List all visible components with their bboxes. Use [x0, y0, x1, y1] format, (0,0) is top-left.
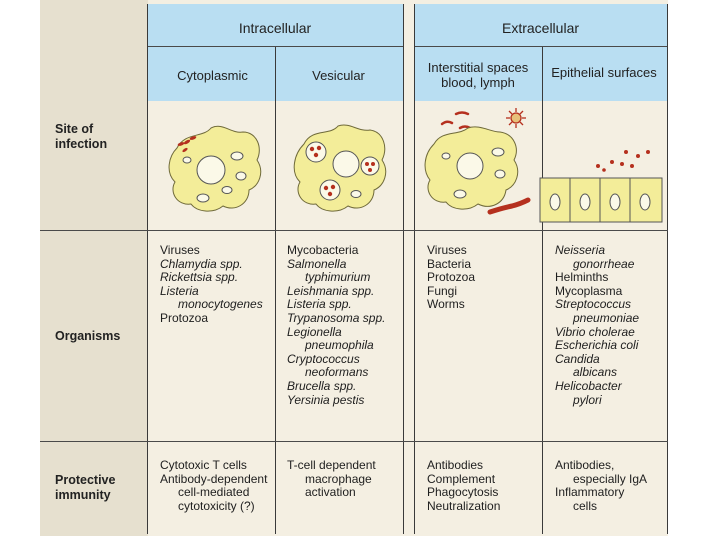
virus-particle-icon	[506, 108, 526, 128]
vacuole-shape	[492, 148, 504, 156]
organism-item: Leishmania spp.	[287, 283, 375, 298]
organism-item: Brucella spp.	[287, 378, 357, 393]
organism-item: Streptococcus	[555, 297, 632, 312]
row-divider-organisms	[40, 230, 668, 231]
organism-item: Mycobacteria	[287, 243, 359, 257]
vesicle-shape	[306, 142, 326, 162]
virus-spike	[509, 111, 512, 114]
epithelial-nucleus	[640, 194, 650, 210]
organism-item: albicans	[573, 365, 618, 380]
organism-item: pneumoniae	[573, 310, 640, 325]
organism-item: Mycoplasma	[555, 283, 623, 298]
column-divider-extra	[542, 47, 543, 534]
vesicle-shape	[361, 157, 379, 175]
organism-item: Bacteria	[427, 256, 472, 271]
vacuole-shape	[183, 157, 191, 163]
organisms-epithelial-list	[555, 244, 639, 407]
epithelial-nucleus	[580, 194, 590, 210]
nucleus-shape	[333, 151, 359, 177]
organism-item: Chlamydia spp.	[160, 256, 243, 271]
organism-item: Protozoa	[160, 310, 209, 325]
immunity-cytoplasmic-list	[160, 459, 267, 513]
bacterium-shape	[624, 150, 628, 154]
virus-spike	[520, 111, 523, 114]
row-label-protective-line2: immunity	[55, 488, 111, 502]
immunity-item: Cytotoxic T cells	[160, 458, 247, 472]
header-divider-right	[414, 46, 667, 47]
immunity-item: Antibodies	[427, 458, 484, 472]
organism-item: pylori	[573, 392, 602, 407]
epithelial-nucleus	[610, 194, 620, 210]
vacuole-shape	[442, 153, 450, 159]
immunity-item: cell-mediated	[178, 485, 250, 500]
vacuole-shape	[231, 152, 243, 160]
table-border-right	[667, 4, 668, 534]
vesicle-with-bacteria	[361, 157, 379, 175]
organism-item: gonorrheae	[573, 256, 635, 271]
column-header-cytoplasmic: Cytoplasmic	[177, 68, 248, 83]
organism-item: Worms	[427, 297, 465, 312]
organism-item: Listeria spp.	[287, 297, 352, 312]
vacuole-shape	[236, 172, 246, 180]
organism-item: Legionella	[287, 324, 342, 339]
bacterium-shape	[610, 160, 614, 164]
immunity-item: T-cell dependent	[287, 458, 376, 472]
organisms-vesicular-list	[287, 244, 386, 407]
immunity-item: macrophage	[305, 471, 372, 486]
surface-bacteria-cluster	[596, 150, 650, 172]
column-header-interstitial-line1: Interstitial spaces	[427, 60, 529, 75]
immunity-item: Antibodies,	[555, 458, 615, 472]
row-label-site-line2: infection	[55, 137, 108, 151]
bacterium-shape	[365, 162, 369, 166]
nucleus-shape	[197, 156, 225, 184]
epithelial-nucleus	[550, 194, 560, 210]
organism-item: pneumophila	[305, 338, 374, 353]
organism-item: Escherichia coli	[555, 338, 639, 353]
organism-item: typhimurium	[305, 270, 371, 285]
bacterium-shape	[596, 164, 600, 168]
immunity-item: cytotoxicity (?)	[178, 498, 255, 513]
immunity-item: Antibody-dependent	[160, 471, 268, 486]
nucleus-shape	[457, 153, 483, 179]
bacterium-shape	[602, 168, 606, 172]
row-label-protective-line1: Protective	[55, 473, 116, 487]
row-label-gutter	[40, 0, 148, 536]
epithelial-surface-illustration	[538, 148, 664, 224]
immunity-interstitial-list	[427, 459, 500, 513]
bacterium-shape	[620, 162, 624, 166]
row-label-organisms: Organisms	[55, 329, 121, 343]
table-border-middle-left	[403, 4, 404, 534]
vesicular-infected-cell-illustration	[290, 122, 390, 217]
organism-item: Helminths	[555, 270, 609, 285]
organism-item: Vibrio cholerae	[555, 324, 635, 339]
column-header-vesicular: Vesicular	[312, 68, 365, 83]
virus-capsid-shape	[511, 113, 521, 123]
bacterium-shape	[636, 154, 640, 158]
bacterium-shape	[630, 164, 634, 168]
organism-item: Rickettsia spp.	[160, 270, 239, 285]
organisms-cytoplasmic-list	[160, 244, 263, 326]
organism-item: Salmonella	[287, 256, 347, 271]
vacuole-shape	[454, 190, 466, 198]
organism-item: Viruses	[160, 243, 200, 257]
organism-item: Protozoa	[427, 270, 476, 285]
vacuole-shape	[351, 191, 361, 198]
row-label-site-of-infection	[55, 122, 107, 152]
vacuole-shape	[197, 194, 209, 202]
bacterium-shape	[328, 192, 332, 196]
bacterium-shape	[368, 168, 372, 172]
organism-item: Trypanosoma spp.	[287, 310, 386, 325]
organism-item: Viruses	[427, 243, 467, 257]
row-divider-immunity	[40, 441, 668, 442]
extracellular-title: Extracellular	[501, 20, 580, 36]
column-divider-intra	[275, 47, 276, 534]
immunity-epithelial-list	[555, 459, 647, 513]
virus-spike	[520, 122, 523, 125]
immunity-vesicular-list	[287, 459, 376, 500]
immunity-item: Phagocytosis	[427, 485, 499, 500]
bacterium-shape	[442, 122, 452, 124]
vacuole-shape	[222, 187, 232, 194]
column-header-interstitial-line2: blood, lymph	[441, 75, 515, 90]
organism-item: neoformans	[305, 365, 369, 380]
bacterium-shape	[314, 153, 318, 157]
immunity-item: activation	[305, 485, 356, 500]
organism-item: Neisseria	[555, 243, 606, 257]
organism-item: Listeria	[160, 283, 199, 298]
organism-item: Helicobacter	[555, 378, 622, 393]
bacterium-shape	[324, 186, 328, 190]
bacterium-shape	[371, 162, 375, 166]
vesicle-with-bacteria	[320, 180, 340, 200]
organism-item: Cryptococcus	[287, 351, 360, 366]
organism-item: Fungi	[427, 283, 458, 298]
immunity-item: especially IgA	[573, 471, 648, 486]
column-header-epithelial: Epithelial surfaces	[551, 65, 657, 80]
immunity-item: Complement	[427, 471, 496, 486]
organism-item: monocytogenes	[178, 297, 263, 312]
bacterium-shape	[456, 113, 468, 115]
vesicle-with-bacteria	[306, 142, 326, 162]
organism-item: Candida	[555, 351, 600, 366]
vacuole-shape	[495, 170, 505, 178]
table-border-middle-right	[414, 4, 415, 534]
immunity-item: Inflammatory	[555, 485, 625, 500]
row-label-site-line1: Site of	[55, 122, 94, 136]
table-border-left	[147, 4, 148, 534]
organisms-interstitial-list	[427, 244, 475, 312]
organism-item: Yersinia pestis	[287, 392, 365, 407]
cytoplasmic-infected-cell-illustration	[165, 122, 265, 217]
bacterium-shape	[646, 150, 650, 154]
bacterium-shape	[310, 147, 314, 151]
immunity-item: cells	[573, 498, 598, 513]
virus-spike	[509, 122, 512, 125]
immunity-item: Neutralization	[427, 498, 501, 513]
interstitial-infection-illustration	[420, 104, 540, 224]
column-header-interstitial	[414, 60, 542, 90]
bacterium-shape	[317, 146, 321, 150]
vesicle-shape	[320, 180, 340, 200]
intracellular-title: Intracellular	[238, 20, 312, 36]
row-label-protective-immunity	[55, 473, 115, 503]
bacterium-shape	[331, 185, 335, 189]
